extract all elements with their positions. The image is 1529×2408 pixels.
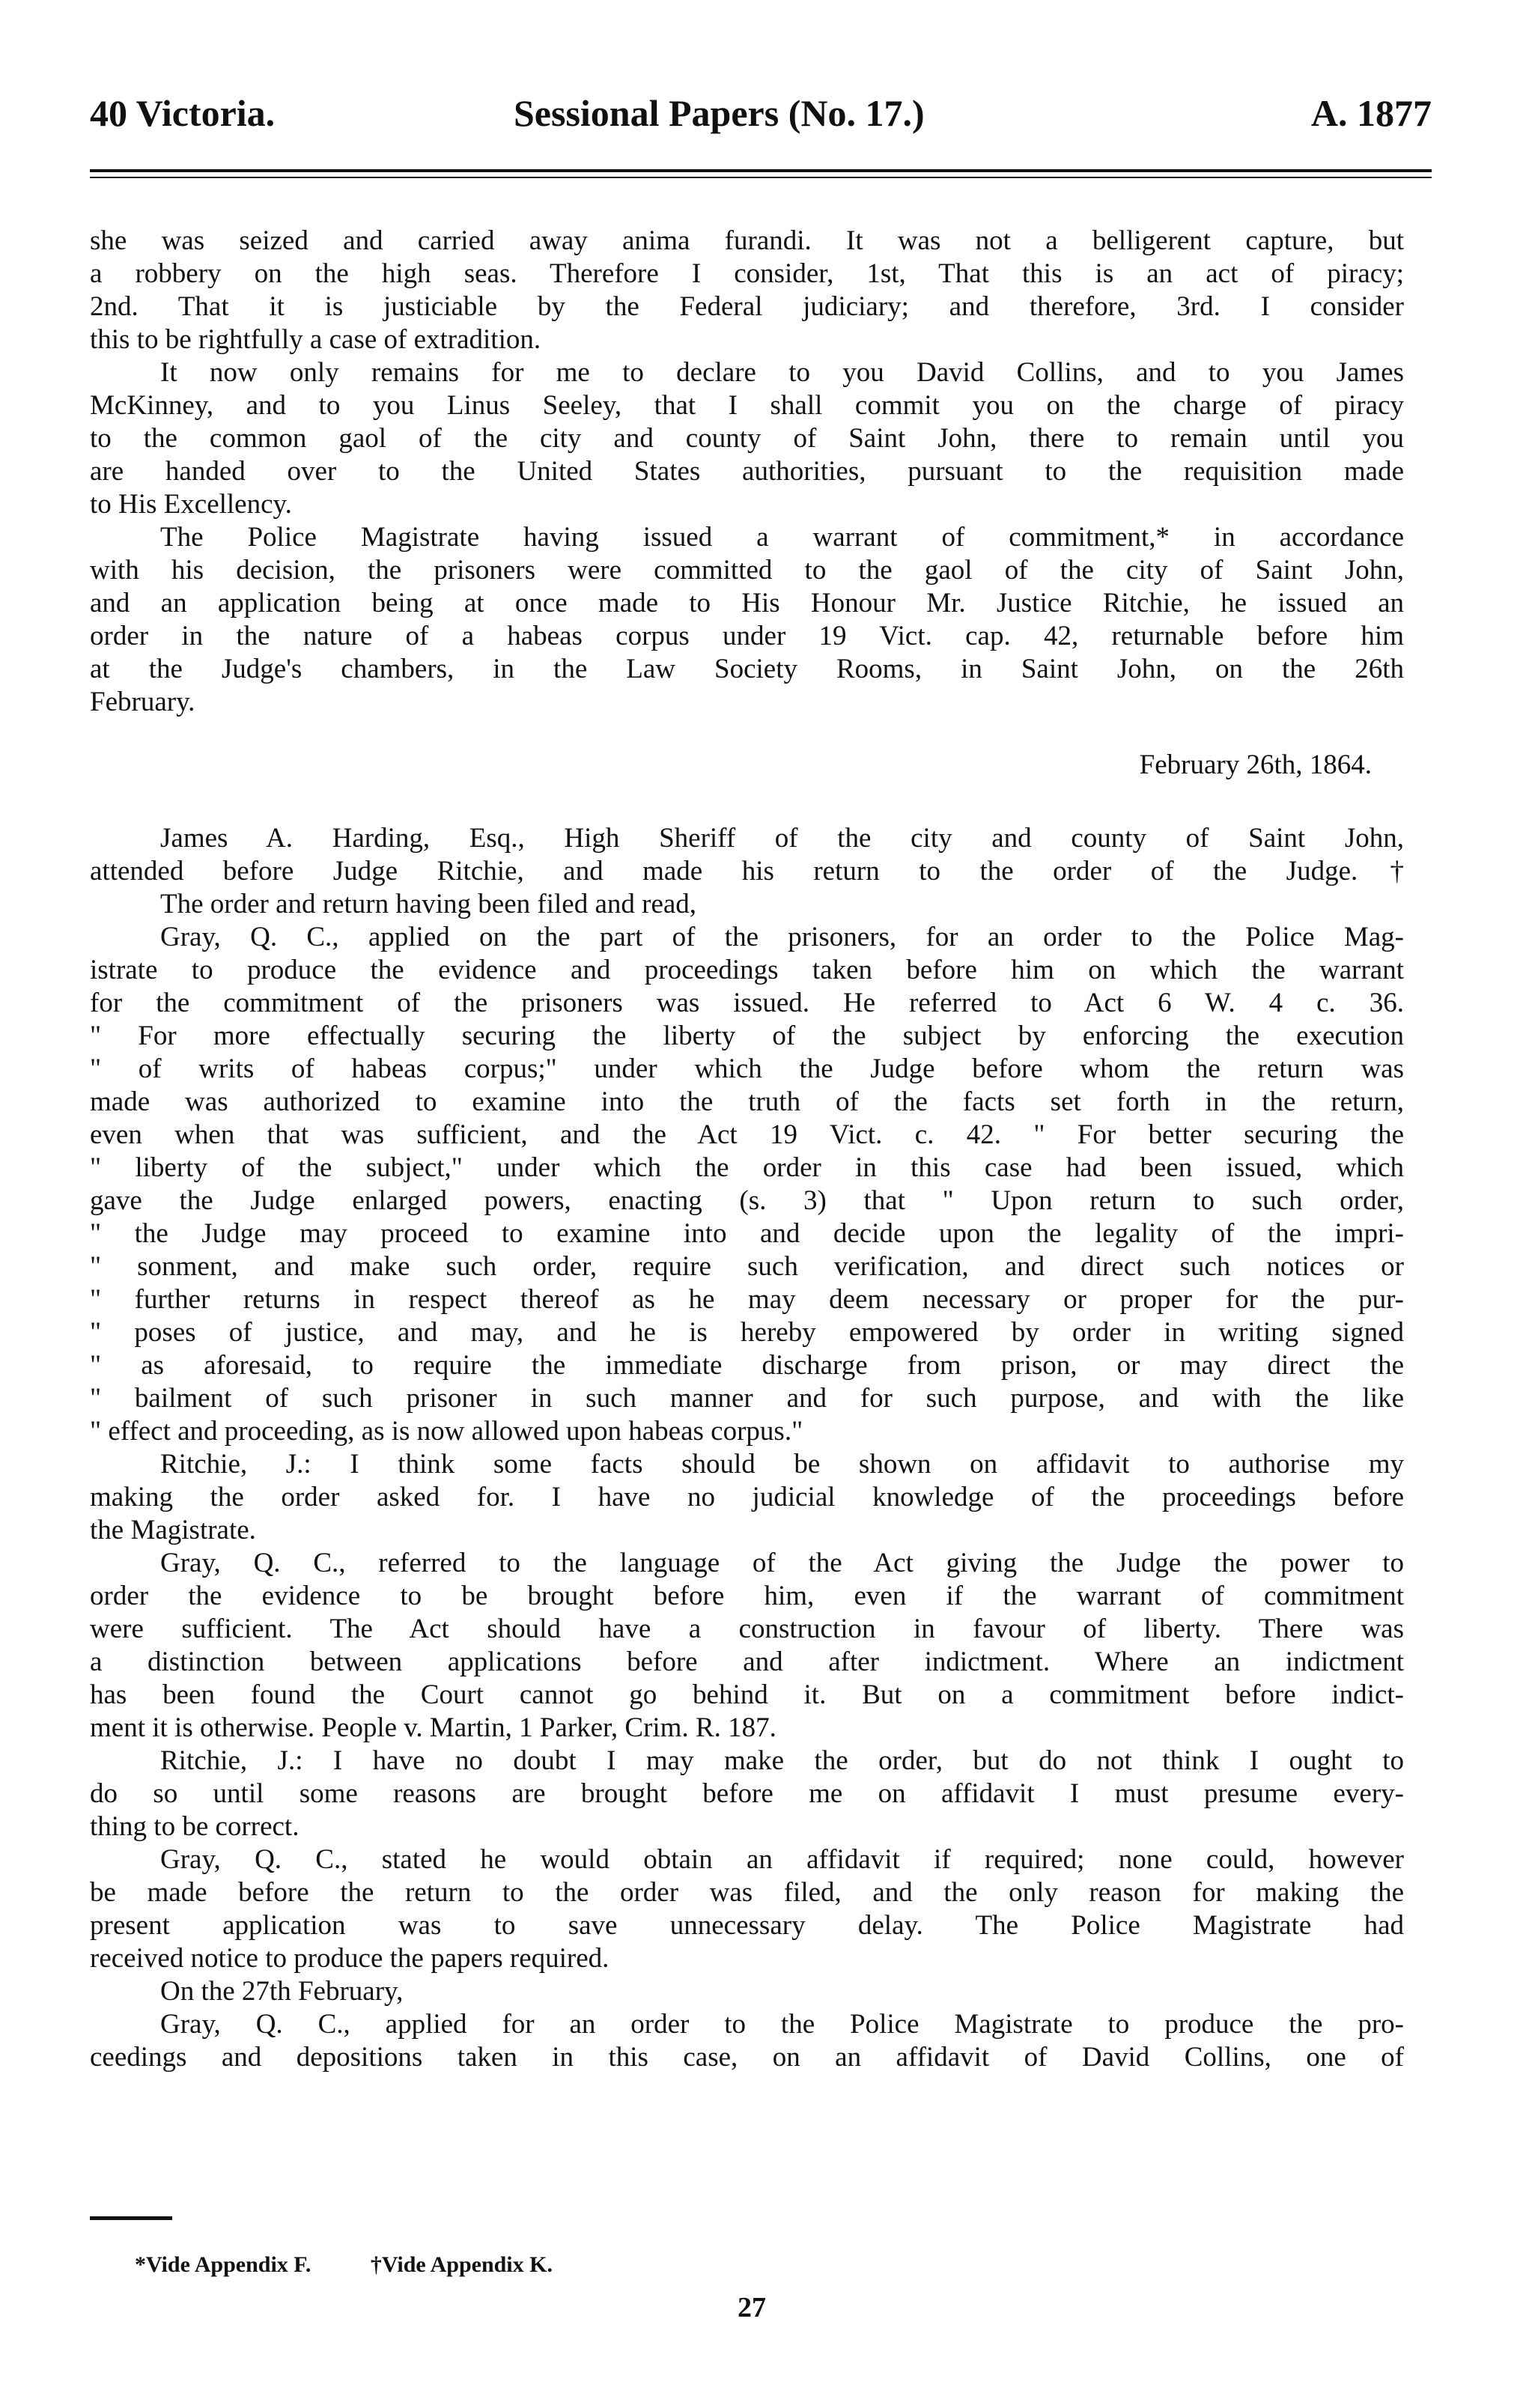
text-line: and an application being at once made to His Honour Mr. Justice Ritchie, he issued an [90, 588, 1404, 618]
text-line: to His Excellency. [90, 489, 292, 520]
footnote-rule [90, 2216, 172, 2220]
text-line: were sufficient. The Act should have a construction in favour of liberty. There was [90, 1614, 1404, 1644]
text-line: The order and return having been filed and read, [160, 889, 697, 919]
text-line: attended before Judge Ritchie, and made his return to the order of the Judge.† [90, 856, 1404, 887]
text-line: Gray, Q. C., applied for an order to the Police Magistrate to produce the pro- [160, 2009, 1404, 2040]
text-line: 2nd. That it is justiciable by the Federal judiciary; and therefore, 3rd. I consider [90, 291, 1404, 322]
text-line: Ritchie, J.: I have no doubt I may make the order, but do not think I ought to [160, 1745, 1404, 1776]
text-line: order in the nature of a habeas corpus under 19 Vict. cap. 42, returnable before him [90, 621, 1404, 651]
header-center: Sessional Papers (No. 17.) [514, 92, 925, 134]
text-line: The Police Magistrate having issued a warrant of commitment,* in accordance [160, 522, 1404, 553]
footnote: *Vide Appendix F. [135, 2252, 311, 2277]
text-line: " further returns in respect thereof as he may deem necessary or proper for the pur- [90, 1284, 1404, 1315]
text-line: do so until some reasons are brought before me on affidavit I must presume every- [90, 1778, 1404, 1809]
footnotes [135, 2252, 607, 2278]
text-line: made was authorized to examine into the truth of the facts set forth in the return, [90, 1086, 1404, 1117]
text-line: for the commitment of the prisoners was issued. He referred to Act 6 W. 4 c. 36. [90, 988, 1404, 1018]
text-line: Gray, Q. C., stated he would obtain an affidavit if required; none could, however [160, 1844, 1404, 1875]
footnote: †Vide Appendix K. [370, 2252, 553, 2277]
text-line: a distinction between applications before and after indictment. Where an indictment [90, 1647, 1404, 1677]
text-line: has been found the Court cannot go behind it. But on a commitment before indict- [90, 1679, 1404, 1710]
page-number: 27 [738, 2292, 766, 2323]
text-line: " of writs of habeas corpus;" under which the Judge before whom the return was [90, 1054, 1404, 1084]
text-line: the Magistrate. [90, 1515, 256, 1545]
text-line: ceedings and depositions taken in this case, on an affidavit of David Collins, one of [90, 2042, 1404, 2073]
text-line: present application was to save unnecessary delay. The Police Magistrate had [90, 1910, 1404, 1941]
text-line: " the Judge may proceed to examine into and decide upon the legality of the impri- [90, 1218, 1404, 1249]
text-line: istrate to produce the evidence and proceedings taken before him on which the warrant [90, 955, 1404, 985]
header-rule [90, 169, 1432, 172]
text-line: at the Judge's chambers, in the Law Society Rooms, in Saint John, on the 26th [90, 654, 1404, 684]
text-line: she was seized and carried away anima furandi. It was not a belligerent capture, but [90, 225, 1404, 256]
text-line: " effect and proceeding, as is now allowed upon habeas corpus." [90, 1416, 803, 1447]
text-line: be made before the return to the order was filed, and the only reason for making the [90, 1877, 1404, 1908]
text-line: It now only remains for me to declare to you David Collins, and to you James [160, 357, 1404, 388]
text-line: making the order asked for. I have no judicial knowledge of the proceedings before [90, 1482, 1404, 1512]
header-left: 40 Victoria. [90, 92, 276, 134]
text-line: " sonment, and make such order, require such verification, and direct such notices or [90, 1251, 1404, 1282]
header-right: A. 1877 [1310, 92, 1432, 134]
text-line: received notice to produce the papers required. [90, 1943, 610, 1974]
text-line: Gray, Q. C., applied on the part of the prisoners, for an order to the Police Mag- [160, 922, 1404, 952]
dateline: February 26th, 1864. [1139, 750, 1372, 780]
text-line: gave the Judge enlarged powers, enacting (s. 3) that " Upon return to such order, [90, 1185, 1404, 1216]
text-line: thing to be correct. [90, 1811, 300, 1842]
text-line: " liberty of the subject," under which the order in this case had been issued, which [90, 1152, 1404, 1183]
text-line: to the common gaol of the city and county of Saint John, there to remain until you [90, 423, 1404, 454]
header-rule-thin [90, 177, 1432, 178]
text-line: ment it is otherwise. People v. Martin, 1 Parker, Crim. R. 187. [90, 1712, 776, 1743]
text-line: this to be rightfully a case of extradition. [90, 324, 541, 355]
text-line: " poses of justice, and may, and he is hereby empowered by order in writing signed [90, 1317, 1404, 1348]
text-line: " as aforesaid, to require the immediate discharge from prison, or may direct the [90, 1350, 1404, 1381]
text-line: James A. Harding, Esq., High Sheriff of the city and county of Saint John, [160, 823, 1404, 854]
text-line: On the 27th February, [160, 1976, 404, 2007]
text-line: Gray, Q. C., referred to the language of the Act giving the Judge the power to [160, 1548, 1404, 1578]
text-line: even when that was sufficient, and the Act 19 Vict. c. 42. " For better securing the [90, 1119, 1404, 1150]
text-line: McKinney, and to you Linus Seeley, that I shall commit you on the charge of piracy [90, 390, 1404, 421]
text-line: " For more effectually securing the liberty of the subject by enforcing the execution [90, 1021, 1404, 1051]
text-line: with his decision, the prisoners were committed to the gaol of the city of Saint John, [90, 555, 1404, 586]
text-line: Ritchie, J.: I think some facts should be shown on affidavit to authorise my [160, 1449, 1404, 1480]
text-line: are handed over to the United States authorities, pursuant to the requisition made [90, 456, 1404, 487]
text-line: a robbery on the high seas. Therefore I consider, 1st, That this is an act of piracy; [90, 258, 1404, 289]
text-line: February. [90, 687, 195, 717]
text-line: " bailment of such prisoner in such manner and for such purpose, and with the like [90, 1383, 1404, 1414]
text-line: order the evidence to be brought before him, even if the warrant of commitment [90, 1581, 1404, 1611]
